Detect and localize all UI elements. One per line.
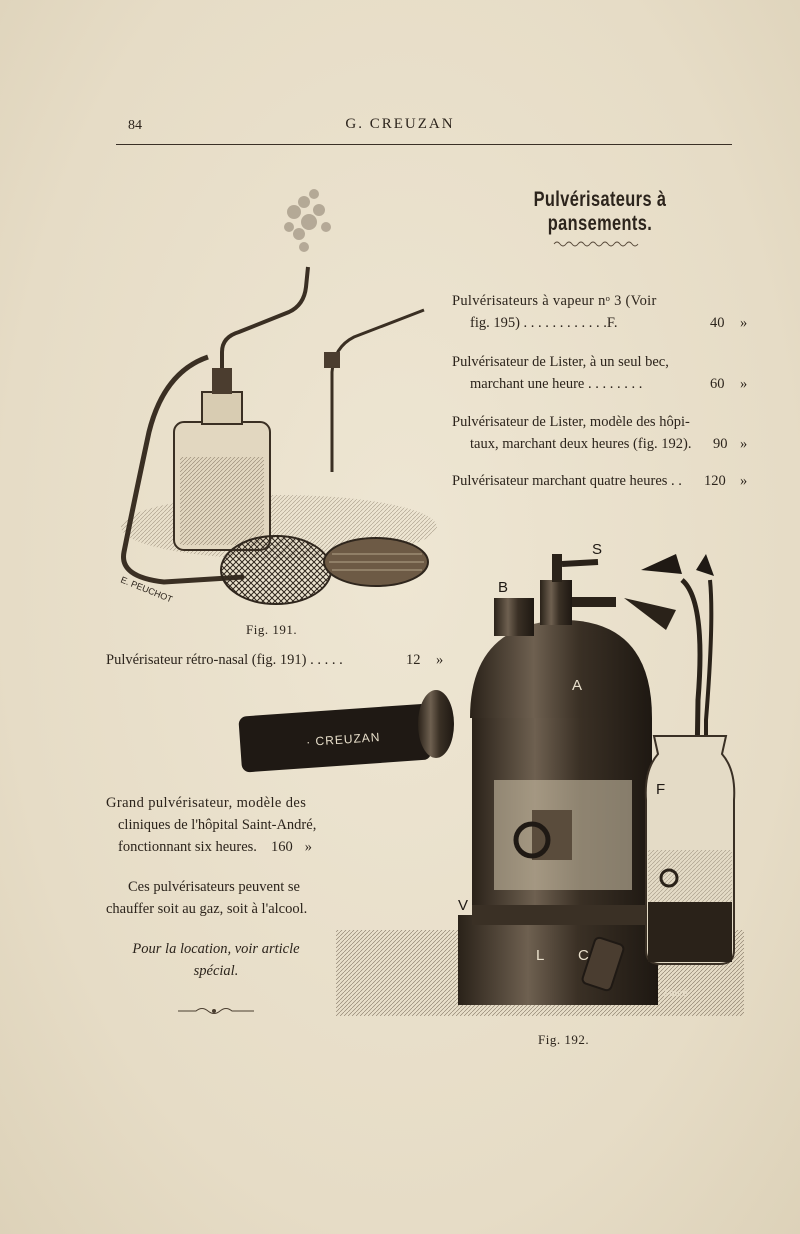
entry-unit: » (740, 473, 748, 489)
label-f: F (656, 781, 666, 798)
price-entry (452, 411, 752, 455)
entry-price: 160 (270, 839, 293, 855)
fig-192-caption: Fig. 192. (538, 1032, 590, 1047)
handle-label: · CREUZAN (305, 729, 381, 750)
running-head: G. CREUZAN (345, 116, 455, 132)
entry-line: Pulvérisateur rétro-nasal (fig. 191) . . . . . (106, 652, 343, 668)
entry-price: 60 (710, 376, 725, 392)
entry-line: Pulvérisateur marchant quatre heures . . (452, 473, 682, 489)
entry-line: fig. 195) . . . . . . . . . . . .F. (470, 315, 618, 331)
entry-unit: » (740, 436, 748, 452)
note-line: Pour la location, voir article (132, 941, 300, 957)
entry-price: 90 (713, 436, 728, 452)
entry-unit: » (740, 376, 748, 392)
entry-line: cliniques de l'hôpital Saint-André, (118, 817, 317, 833)
price-entry (452, 470, 752, 492)
title-ornament (552, 238, 642, 248)
entry-line: Pulvérisateurs à vapeur nᵒ 3 (Voir (452, 293, 657, 309)
price-entry (452, 290, 752, 334)
entry-line: fonctionnant six heures. (118, 839, 257, 855)
label-a: A (572, 677, 583, 694)
label-l: L (536, 947, 545, 964)
label-s: S (592, 541, 603, 558)
fig-192-illustration (236, 540, 752, 1022)
fig-191-signature: E. PEUCHOT (119, 574, 175, 605)
entry-unit: » (740, 315, 748, 331)
entry-line: taux, marchant deux heures (fig. 192). (470, 436, 692, 452)
entry-price: 40 (710, 315, 725, 331)
page-number: 84 (128, 118, 142, 133)
header-rule (116, 144, 732, 145)
price-entry (452, 351, 752, 395)
note-line: Ces pulvérisateurs peuvent se (128, 879, 300, 895)
entry-line: Grand pulvérisateur, modèle des (106, 795, 307, 811)
label-v: V (458, 897, 469, 914)
label-c: C (578, 947, 589, 964)
section-title: Pulvérisateurs à pansements. (533, 188, 667, 235)
entry-price: 120 (704, 473, 726, 489)
note-line: spécial. (193, 963, 239, 979)
entry-line: marchant une heure . . . . . . . . (470, 376, 643, 392)
note-line: chauffer soit au gaz, soit à l'alcool. (106, 901, 308, 917)
entry-line: Pulvérisateur de Lister, modèle des hôpi- (452, 414, 690, 430)
entry-price: 12 (406, 652, 421, 668)
entry-unit: » (304, 839, 312, 855)
entry-unit: » (436, 652, 444, 668)
entry-line: Pulvérisateur de Lister, à un seul bec, (452, 354, 669, 370)
fig-191-caption: Fig. 191. (246, 622, 298, 637)
fig-192-signature: Fouré (664, 988, 688, 998)
label-b: B (498, 579, 509, 596)
